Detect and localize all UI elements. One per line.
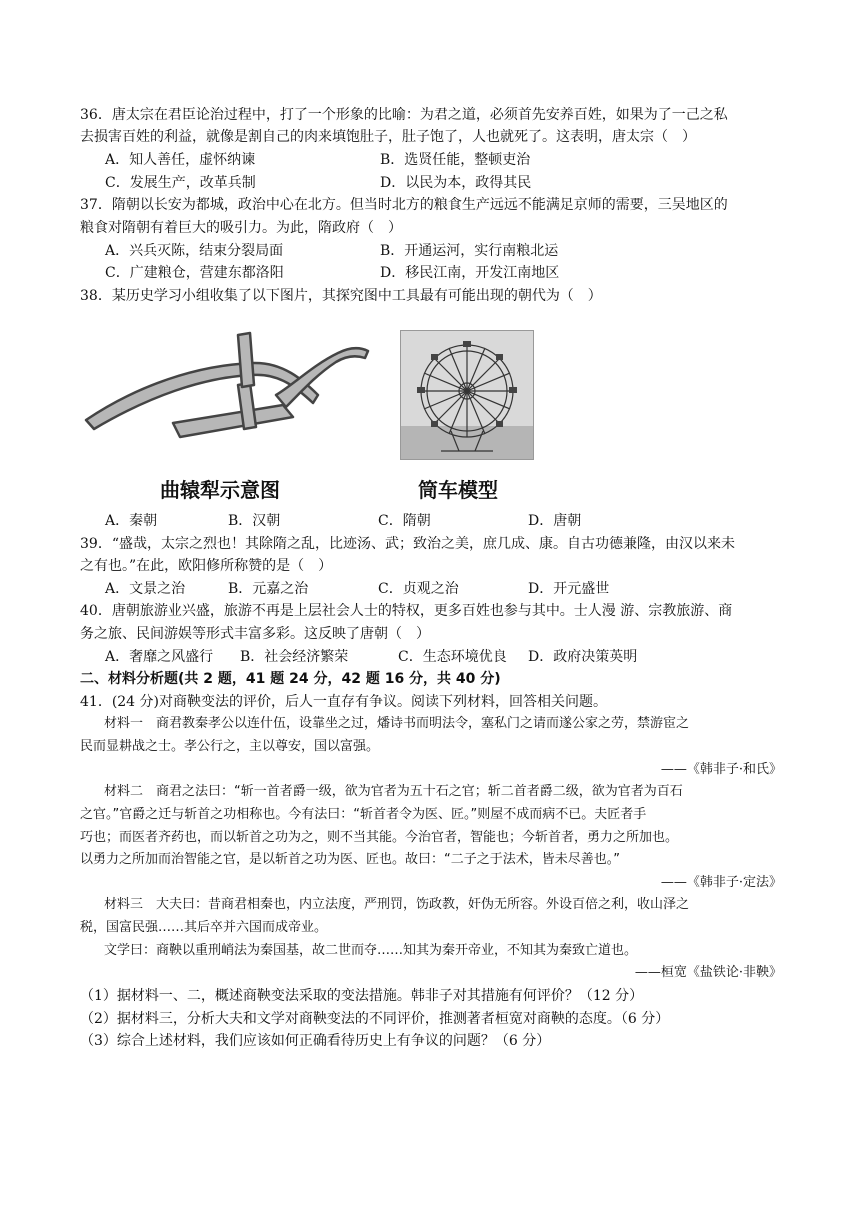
material3-line2: 税，国富民强……其后卒并六国而成帝业。 [80,920,328,935]
q36-option-d: D．以民为本，政得其民 [380,175,532,191]
q41-subquestion-2: （2）据材料三，分析大夫和文学对商鞅变法的不同评价，推测著者桓宽对商鞅的态度。（6 分） [80,1011,670,1027]
q40-option-a: A．奢靡之风盛行 [105,649,214,665]
q36-option-b: B．选贤任能，整顿吏治 [380,152,531,168]
material2-line4: 以勇力之所加而治智能之官，是以斩首之功为医、匠也。故曰：“二子之于法术，皆未尽善也。” [80,852,620,867]
material2-line1: 材料二 商君之法曰：“斩一首者爵一级，欲为官者为五十石之官；斩二首者爵二级，欲为官者为百石 [104,784,683,799]
q38-line1: 38．某历史学习小组收集了以下图片，其探究图中工具最有可能出现的朝代为（ ） [80,288,602,304]
q37-line2: 粮食对隋朝有着巨大的吸引力。为此，隋政府（ ） [80,220,402,236]
waterwheel-caption: 筒车模型 [418,478,498,502]
section2-heading: 二、材料分析题(共 2 题，41 题 24 分，42 题 16 分，共 40 分) [80,671,501,687]
q37-option-b: B．开通运河，实行南粮北运 [380,243,559,259]
curved-plough-image [78,325,373,460]
material1-line1: 材料一 商君教秦孝公以连什伍，设靠坐之过，燔诗书而明法令，塞私门之请而遂公家之劳，禁游宦之 [104,716,690,731]
q40-line1: 40．唐朝旅游业兴盛，旅游不再是上层社会人士的特权，更多百姓也参与其中。士人漫 游、宗教旅游、商 [80,603,733,619]
q41-subquestion-1: （1）据材料一、二，概述商鞅变法采取的变法措施。韩非子对其措施有何评价？（12 分） [80,988,644,1004]
plough-caption: 曲辕犁示意图 [160,478,280,502]
material3-line1: 材料三 大夫曰：昔商君相秦也，内立法度，严刑罚，饬政教，奸伪无所容。外设百倍之利，收山泽之 [104,897,690,912]
q37-option-a: A．兴兵灭陈，结束分裂局面 [105,243,284,259]
material3-source: ——桓宽《盐铁论·非鞅》 [634,965,782,980]
material2-line3: 巧也；而医者齐药也，而以斩首之功为之，则不当其能。今治官者，智能也；今斩首者，勇力之所加也。 [80,830,679,845]
q38-option-a: A．秦朝 [105,513,158,529]
q37-line1: 37．隋朝以长安为都城，政治中心在北方。但当时北方的粮食生产远远不能满足京师的需要，三吴地区的 [80,197,728,213]
q40-option-d: D．政府决策英明 [528,649,638,665]
q36-line2: 去损害百姓的利益，就像是割自己的肉来填饱肚子，肚子饱了，人也就死了。这表明，唐太宗（ ） [80,129,696,145]
q39-option-a: A．文景之治 [105,581,186,597]
q38-option-c: C．隋朝 [378,513,431,529]
material1-line2: 民而显耕战之士。孝公行之，主以尊安，国以富强。 [80,739,380,754]
material1-source: ——《韩非子·和氏》 [660,762,782,777]
material2-source: ——《韩非子·定法》 [660,875,782,890]
q37-option-c: C．广建粮仓，营建东都洛阳 [105,265,284,281]
q39-line2: 之有也。”在此，欧阳修所称赞的是（ ） [80,558,333,574]
tube-wheel-image [401,331,533,459]
q40-option-b: B．社会经济繁荣 [240,649,349,665]
q36-line1: 36．唐太宗在君臣论治过程中，打了一个形象的比喻：为君之道，必须首先安养百姓，如果为了一己之私 [80,107,728,123]
q38-option-b: B．汉朝 [228,513,281,529]
plough-figure [78,325,373,460]
q36-option-a: A．知人善任，虚怀纳谏 [105,152,256,168]
q36-option-c: C．发展生产，改革兵制 [105,175,256,191]
material2-line2: 之官。”官爵之迁与斩首之功相称也。今有法曰：“斩首者令为医、匠。”则屋不成而病不已。夫匠者手 [80,807,647,822]
waterwheel-figure [400,330,534,460]
q39-line1: 39．“盛哉，太宗之烈也！其除隋之乱，比迹汤、武；致治之美，庶几成、康。自古功德兼隆，由汉以来未 [80,536,735,552]
q40-line2: 务之旅、民间游娱等形式丰富多彩。这反映了唐朝（ ） [80,626,430,642]
q37-option-d: D．移民江南，开发江南地区 [380,265,560,281]
q40-option-c: C．生态环境优良 [398,649,507,665]
q38-option-d: D．唐朝 [528,513,582,529]
q41-subquestion-3: （3）综合上述材料，我们应该如何正确看待历史上有争议的问题？（6 分） [80,1033,551,1049]
material3-line3: 文学曰：商鞅以重刑峭法为秦国基，故二世而夺……知其为秦开帝业，不知其为秦致亡道也。 [104,943,638,958]
q39-option-b: B．元嘉之治 [228,581,309,597]
q39-option-c: C．贞观之治 [378,581,459,597]
q41-intro: 41．(24 分)对商鞅变法的评价，后人一直存有争议。阅读下列材料，回答相关问题。 [80,694,608,710]
q39-option-d: D．开元盛世 [528,581,610,597]
